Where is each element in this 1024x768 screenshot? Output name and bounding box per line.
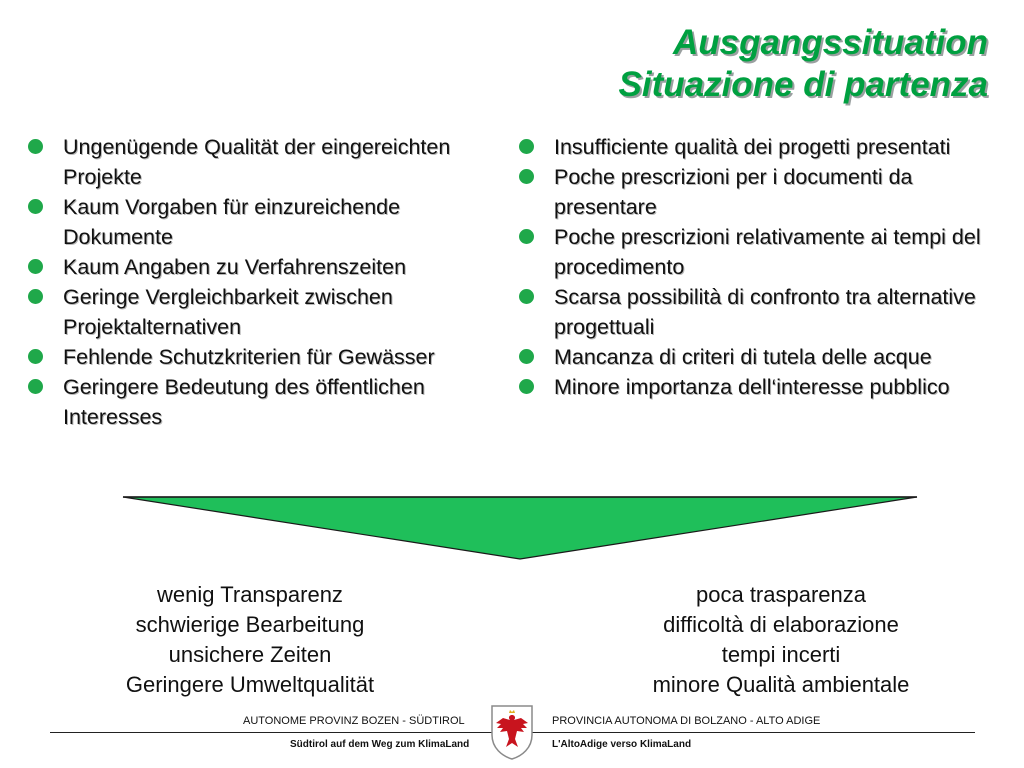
bullet-dot-icon [28,199,43,214]
bullet-dot-icon [28,379,43,394]
bullet-dot-icon [519,139,534,154]
bullet-item: Ungenügende Qualität der eingereichten Projekte [26,132,496,192]
bullet-dot-icon [519,379,534,394]
slide-title [619,22,989,106]
bullet-item: Poche prescrizioni relativamente ai tempi del procedimento [517,222,997,282]
bullet-dot-icon [519,229,534,244]
bullet-dot-icon [519,289,534,304]
bullet-item: Kaum Vorgaben für einzureichende Dokumente [26,192,496,252]
bullet-item: Fehlende Schutzkriterien für Gewässer [26,342,496,372]
conclusion-german: wenig Transparenz schwierige Bearbeitung unsichere Zeiten Geringere Umweltqualität [125,582,375,697]
bullet-item: Geringe Vergleichbarkeit zwischen Projektalternativen [26,282,496,342]
title-italian: Situazione di partenza [618,65,988,104]
footer-province-german: AUTONOME PROVINZ BOZEN - SÜDTIROL [243,715,465,727]
bullet-dot-icon [519,349,534,364]
bullet-item: Mancanza di criteri di tutela delle acque [517,342,997,372]
bullet-item: Kaum Angaben zu Verfahrenszeiten [26,252,496,282]
bullet-item: Geringere Bedeutung des öffentlichen Interesses [26,372,496,432]
bullet-dot-icon [519,169,534,184]
bullet-dot-icon [28,259,43,274]
bullet-item: Poche prescrizioni per i documenti da presentare [517,162,997,222]
down-arrow-icon [120,494,920,564]
bullet-dot-icon [28,139,43,154]
german-bullet-list [26,132,496,432]
footer-slogan-german: Südtirol auf dem Weg zum KlimaLand [290,739,470,750]
bullet-item: Insufficiente qualità dei progetti presentati [517,132,997,162]
tyrol-eagle-crest-icon [489,703,535,761]
bullet-item: Scarsa possibilità di confronto tra alternative progettuali [517,282,997,342]
bullet-dot-icon [28,289,43,304]
footer-province-italian: PROVINCIA AUTONOMA DI BOLZANO - ALTO ADIGE [552,715,821,727]
bullet-item: Minore importanza dell‘interesse pubblico [517,372,997,402]
bullet-dot-icon [28,349,43,364]
footer-slogan-italian: L'AltoAdige verso KlimaLand [552,739,692,750]
italian-bullet-list [517,132,997,402]
conclusion-italian: poca trasparenza difficoltà di elaborazione tempi incerti minore Qualità ambientale [652,582,910,697]
title-german: Ausgangssituation [672,23,988,62]
